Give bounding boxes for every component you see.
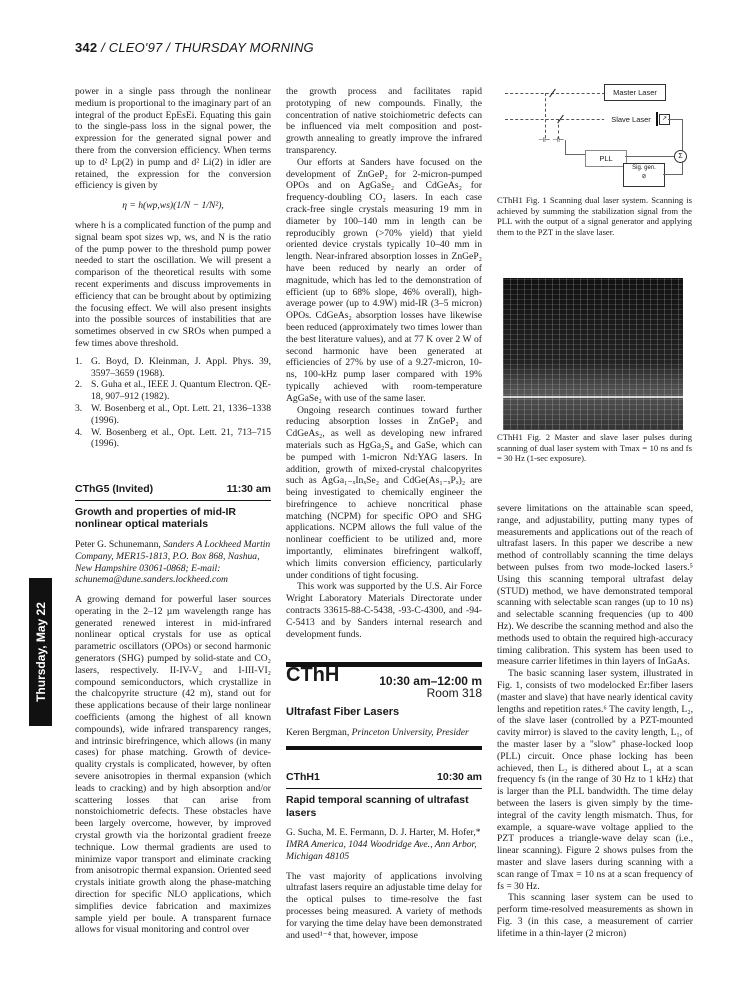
reference: 1. G. Boyd, D. Kleinman, J. Appl. Phys. 39, 3597–3659 (1968).	[75, 355, 271, 379]
session-room: Room 318	[426, 686, 482, 701]
slave-laser-box: Slave Laser	[604, 111, 658, 128]
paragraph: This scanning laser system can be used to perform time-resolved measurements as shown in Fig. 3 (in this case, a measurement of carrier lifetime in a thin-layer (2 micron)	[497, 892, 693, 939]
session-time: 10:30 am–12:00 m	[379, 674, 482, 689]
session-title: Ultrafast Fiber Lasers	[286, 706, 400, 719]
paper-title: Growth and properties of mid-IR nonlinear optical materials	[75, 505, 237, 531]
dial-icon: ⊘	[641, 174, 647, 180]
reference: 3. W. Bosenberg et al., Opt. Lett. 21, 1336–1338 (1996).	[75, 402, 271, 426]
paper-title: Rapid temporal scanning of ultrafast lasers	[286, 794, 469, 819]
paragraph: the growth process and facilitates rapid prototyping of new compounds. Finally, the concentration of native stoichiometric defects can be influenced via melt composition and post-growth annealing to greatly improve the infrared transparency.	[286, 86, 482, 156]
paragraph: Our efforts at Sanders have focused on the development of ZnGeP₂ for 2-micron-pumped OPOs and on AgGaSe₂ and CdGeAs₂ for frequency-doubling CO₂ lasers. In each case crack-free single crystals measuring 19 mm in diameter by 100–140 mm in length can be reproducibly grown (>70% yield) that yield oriented device crystals typically 10–40 mm in length. Near-infrared absorption losses in ZnGeP₂ have been reduced by nearly an order of magnitude, which has led to the demonstration of efficient (up to 68% slope, 46% overall), high-average power (up to 4.9W) mid-IR (3–5 micron) OPOs. CdGeAs₂ absorption losses have likewise been reduced (approximately two times lower than the best literature values), and at 77 K over 2 W of second harmonic have been generated at efficiencies of 27% by use of a 9.27-micron, 10-ns, 100-kHz pump laser compared with 19% typically achieved with room-temperature AgGaSe₂ with use of the same laser.	[286, 156, 482, 404]
paragraph: A growing demand for powerful laser sources operating in the 2–12 µm wavelength range has generated renewed interest in mid-infrared nonlinear optical crystals for use as optical parametric oscillators (OPOs) or second harmonic generators (SHG) pumped by solid-state and CO₂ lasers, respectively. II-IV-V₂ and I-III-VI₂ compound semiconductors, which crystallize in the chalcopyrite structure (42 m), stand out for these applications because of their large nonlinear coefficients (among the highest of all known compounds), wide infrared transparency ranges, and intrinsic birefringence, which allows (in many cases) for phase matching. Growth of device-quality crystals is complicated, however, by often severe anisotropies in thermal expansion (which leads to cracking) and by high absorption and/or scattering losses that can arise from nonstoichiometric defects. These obstacles have been largely overcome, however, by improved crystal growth via the horizontal gradient freeze technique. Low thermal gradients are used to minimize vapor transport and eliminate cracking from anisotropic thermal expansion. Oriented seed crystals initiate growth along the phase-matching direction for specific NLO applications, which simplifies device fabrication and maximizes sample yield per boule. A transparent furnace allows for visual monitoring and control over	[75, 594, 271, 936]
reference: 2. S. Guha et al., IEEE J. Quantum Electron. QE-18, 907–912 (1982).	[75, 379, 271, 403]
author-block	[286, 827, 482, 862]
author: Peter G. Schunemann,	[75, 538, 161, 550]
signal-generator-box: Sig. gen. ⊘	[623, 163, 665, 187]
paper-code: CThG5 (Invited)	[75, 483, 154, 496]
page-number: 342	[75, 40, 98, 55]
pulse-trace	[503, 396, 683, 398]
photodetector-icon: ⊣⊢ ⊣⊢	[538, 137, 565, 144]
paragraph: where h is a complicated function of the pump and signal beam spot sizes wp, ws, and N is the ratio of the pump power to the threshold pump power needed to start the oscillation. We will present a comparison of the theoretical results with some recent experiments and discuss improvements in efficiency that can be brought about by optimizing the focusing effect. We will also present insights into the possible sources of instabilities that are sometimes observed in cw SROs when pumped a few times above threshold.	[75, 219, 271, 349]
paragraph: severe limitations on the attainable scan speed, range, and adjustability, putting many types of measurements and applications out of the reach of ultrafast lasers. In this paper we describe a new method of controllably scanning the time delays between pulses from two mode-locked lasers.⁵ Using this scanning temporal ultrafast delay (STUD) method, we have demonstrated temporal scanning with selectable scan ranges (up to 10 ns) and selectable scanning frequencies (up to 400 Hz). We describe the scanning method and also the methods used to obtain the required high-accuracy timing calibration. This system has been used to measure carrier lifetimes in thin layers of InGaAs.	[497, 503, 693, 668]
session-code: CThH	[286, 664, 340, 687]
reference: 4. W. Bosenberg et al., Opt. Lett. 21, 713–715 (1996).	[75, 426, 271, 450]
paragraph: Ongoing research continues toward further reducing absorption losses in ZnGeP₂ and CdGeAs₂, as well as developing new infrared materials such as HgGa₂S₄ and GaSe, which can be pumped with 1-micron Nd:YAG lasers. In addition, growth of mixed-crystal chalcopyrites such as AgGa₁₋ₓInₓSe₂ and CdGe(As₁₋ₓPₓ)₂ are being investigated to chemically engineer the birefringence to achieve noncritical phase matching (NCPM) for specific OPO and SHG applications. NCPM allows the full value of the nonlinear coefficient to be utilized and, more importantly, eliminates birefringent walkoff, which limits conversion efficiency, particularly under conditions of tight focusing.	[286, 404, 482, 581]
conference-name: CLEO'97	[108, 40, 163, 55]
pzt-icon: ↗	[659, 114, 670, 125]
paragraph: This work was supported by the U.S. Air Force Wright Laboratory Materials Directorate under contracts 33615-88-C-5438, -93-C-4300, and -94-C-5413 and by Sanders internal research and development funds.	[286, 581, 482, 640]
paper-code: CThH1	[286, 771, 320, 784]
session-header	[75, 484, 271, 496]
middle-column	[286, 86, 482, 941]
paper-time: 11:30 am	[226, 483, 271, 496]
section-name: THURSDAY MORNING	[173, 40, 314, 55]
figure-1-caption: CThH1 Fig. 1 Scanning dual laser system. Scanning is achieved by summing the stabilization signal from the PLL with the output of a signal generator and applying them to the PZT in the slave laser.	[497, 195, 692, 237]
paragraph: power in a single pass through the nonlinear medium is proportional to the imaginary part of an integral of the product EpEsEi. Equating this gain to the single-pass loss in the signal power, the expression for the generated signal power and there from the conversion efficiency. When terms up to d² Lp(2) in pump and d² Li(2) in idler are retained, the expression for the conversion efficiency is given by	[75, 86, 271, 192]
session-block	[286, 664, 482, 701]
authors: G. Sucha, M. E. Fermann, D. J. Harter, M. Hofer,*	[286, 827, 481, 839]
author-block	[75, 539, 271, 586]
equation: η = h(wp,ws)(1/N − 1/N²),	[122, 200, 224, 212]
day-side-tab: Thursday, May 22	[29, 578, 52, 726]
affiliation: IMRA America, 1044 Woodridge Ave., Ann Arbor, Michigan 48105	[286, 838, 477, 862]
master-laser-box: Master Laser	[604, 84, 666, 101]
pll-box: PLL	[585, 150, 627, 167]
paragraph: The vast majority of applications involving ultrafast lasers require an adjustable time delay for the optical pulses to time-resolve the fast processes being measured. A variety of methods for varying the time delay have been demonstrated and used¹⁻⁴ that, however, impose	[286, 870, 482, 941]
paragraph: The basic scanning laser system, illustrated in Fig. 1, consists of two modelocked Er:fiber lasers (master and slave) that have nearly identical cavity lengths and repetition rates.⁶ The cavity length, L₂, of the slave laser (controlled by a PZT-mounted cavity mirror) is slaved to the cavity length, L₁, of the master laser by a "slow" phase-locked loop (PLL) circuit. Once phase locking has been achieved, then L₂ is dithered about L₁ at a scan frequency fs (in the range of 30 Hz to 1 kHz) that is larger than the PLL bandwidth. The time delay between the lasers is given simply by the time-integral of the cavity length mismatch. Thus, for example, a square-wave voltage applied to the PZT produces a triangle-wave delay scan (i.e., linear scanning). Figure 2 shows pulses from the master and slave lasers during scanning with a scan range of Tmax = 10 ns at a scan frequency of fs = 30 Hz.	[497, 668, 693, 892]
right-column	[497, 503, 693, 939]
summer-icon: Σ	[674, 150, 687, 163]
session-header	[286, 772, 482, 784]
figure-2-caption: CThH1 Fig. 2 Master and slave laser pulses during scanning of dual laser system with Tmax = 10 ns and fs = 30 Hz (1-sec exposure).	[497, 432, 692, 464]
figure-2-photo	[503, 278, 683, 430]
divider	[75, 500, 271, 501]
affiliation: Sanders A Lockheed Martin Company, MER15-1813, P.O. Box 868, Nashua, New Hampshire 03061-0868; E-mail: schunema@dune.sanders.lockheed.com	[75, 538, 271, 586]
running-header: 342 / CLEO'97 / THURSDAY MORNING	[75, 40, 314, 55]
presider: Keren Bergman, Princeton University, Presider	[286, 726, 469, 738]
divider	[286, 788, 482, 789]
paper-time: 10:30 am	[437, 771, 482, 784]
left-column	[75, 86, 271, 936]
reference-list	[75, 356, 271, 450]
